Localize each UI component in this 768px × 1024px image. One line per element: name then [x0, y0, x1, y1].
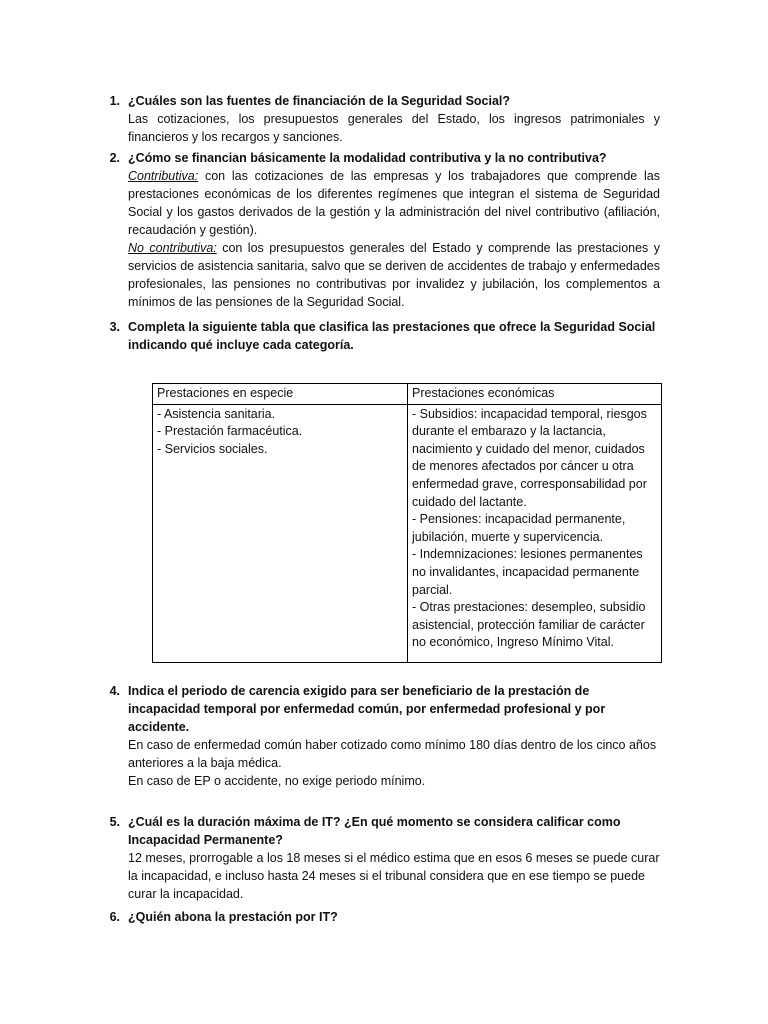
header-especie: Prestaciones en especie: [153, 384, 408, 405]
header-economicas: Prestaciones económicas: [408, 384, 662, 405]
list-item: - Otras prestaciones: desempleo, subsidio asistencial, protección familiar de carácter no económico, Ingreso Mínimo Vital.: [412, 600, 646, 650]
list-item: - Servicios sociales.: [157, 441, 268, 456]
answer-text: 12 meses, prorrogable a los 18 meses si el médico estima que en esos 6 meses se puede curar la incapacidad, e incluso hasta 24 meses si el tribunal considera que en ese tiempo se puede curar la incapacidad.: [128, 851, 660, 901]
contributiva-label: Contributiva:: [128, 169, 199, 183]
question-text: ¿Cómo se financian básicamente la modalidad contributiva y la no contributiva?: [128, 151, 607, 165]
question-3: [109, 318, 660, 354]
question-number: 5.: [109, 815, 120, 829]
question-number: 1.: [109, 94, 120, 108]
contributiva-text: con las cotizaciones de las empresas y los trabajadores que comprende las prestaciones económicas de los diferentes regímenes que integran el sistema de Seguridad Social y los gastos derivados de la gestión y la administración del nivel contributivo (afiliación, recaudación y gestión).: [128, 169, 660, 237]
table-row: [153, 404, 662, 662]
question-text: ¿Quién abona la prestación por IT?: [128, 910, 338, 924]
question-number: 2.: [109, 151, 120, 165]
answer-no-contributiva: [128, 239, 660, 311]
question-number: 3.: [109, 320, 120, 334]
answer-text: En caso de enfermedad común haber cotizado como mínimo 180 días dentro de los cinco años anteriores a la baja médica.: [128, 738, 657, 770]
list-item: - Pensiones: incapacidad permanente, jubilación, muerte y supervicencia.: [412, 512, 626, 544]
question-text: Completa la siguiente tabla que clasifica las prestaciones que ofrece la Seguridad Social indicando qué incluye cada categoría.: [128, 320, 656, 352]
table-header-row: [153, 384, 662, 405]
list-item: - Indemnizaciones: lesiones permanentes no invalidantes, incapacidad permanente parcial.: [412, 547, 643, 597]
list-item: - Prestación farmacéutica.: [157, 424, 303, 439]
answer-contributiva: [128, 167, 660, 239]
answer-text: Las cotizaciones, los presupuestos generales del Estado, los ingresos patrimoniales y financieros y los recargos y sanciones.: [128, 112, 660, 144]
no-contributiva-text: con los presupuestos generales del Estado y comprende las prestaciones y servicios de asistencia sanitaria, salvo que se deriven de accidentes de trabajo y enfermedades profesionales, las pensiones no contributivas por invalidez y jubilación, los complementos a mínimos de las pensiones de la Seguridad Social.: [128, 241, 660, 309]
cell-economicas: [408, 404, 662, 662]
no-contributiva-label: No contributiva:: [128, 241, 217, 255]
question-text: ¿Cuáles son las fuentes de financiación de la Seguridad Social?: [128, 94, 511, 108]
question-number: 6.: [109, 910, 120, 924]
question-text: ¿Cuál es la duración máxima de IT? ¿En qué momento se considera calificar como Incapacidad Permanente?: [128, 815, 621, 847]
list-item: - Subsidios: incapacidad temporal, riesgos durante el embarazo y la lactancia, nacimiento y cuidado del menor, cuidados de menores afectados por cáncer u otra enfermedad grave, corresponsabilidad por cuidado del lactante.: [412, 406, 647, 509]
question-text: Indica el periodo de carencia exigido para ser beneficiario de la prestación de incapacidad temporal por enfermedad común, por enfermedad profesional y por accidente.: [128, 684, 606, 734]
question-1: [109, 92, 660, 146]
prestaciones-table: [152, 383, 662, 663]
answer-text: En caso de EP o accidente, no exige periodo mínimo.: [128, 774, 426, 788]
list-item: - Asistencia sanitaria.: [157, 406, 276, 421]
question-5: [109, 813, 660, 903]
question-number: 4.: [109, 684, 120, 698]
cell-especie: [153, 404, 408, 662]
question-6: [109, 908, 660, 926]
question-2: [109, 149, 660, 311]
question-4: [109, 682, 660, 790]
